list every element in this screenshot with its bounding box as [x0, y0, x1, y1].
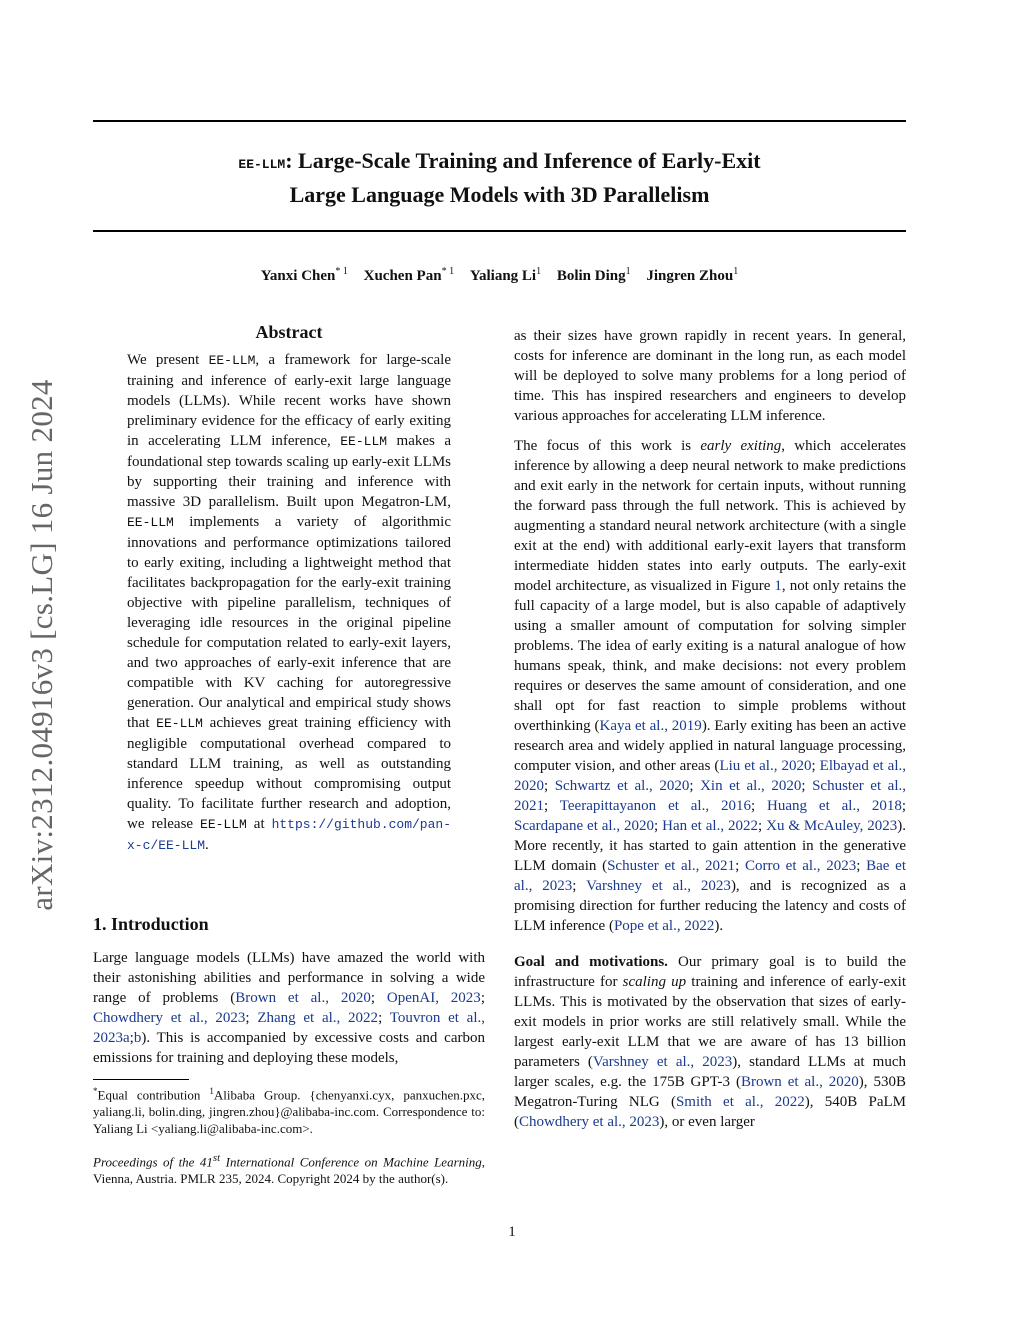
arxiv-stamp: arXiv:2312.04916v3 [cs.LG] 16 Jun 2024	[24, 379, 59, 911]
citation[interactable]: Brown et al., 2020	[740, 1074, 859, 1090]
author: Xuchen Pan$^{* 1}$	[363, 266, 455, 284]
author: Jingren Zhou$^1$	[646, 266, 739, 284]
citation[interactable]: Corro et al., 2023	[744, 858, 857, 874]
citation[interactable]: Teerapittayanon et al., 2016	[559, 798, 751, 814]
citation[interactable]: Schuster et al., 2021	[607, 858, 736, 874]
proceedings-note: Proceedings of the 41st International Conference on Machine Learning, Vienna, Austria. PMLR 235, 2024. Copyright 2024 by the author(s).	[93, 1152, 485, 1187]
citation[interactable]: Pope et al., 2022	[613, 918, 715, 934]
citation[interactable]: Scardapane et al., 2020	[514, 818, 655, 834]
citation[interactable]: Liu et al., 2020	[719, 758, 812, 774]
citation[interactable]: OpenAI, 2023	[386, 990, 481, 1006]
citation[interactable]: Brown et al., 2020	[235, 990, 371, 1006]
abstract-body: We present EE-LLM, a framework for large-scale training and inference of early-exit large language models (LLMs). While recent works have shown preliminary evidence for the efficacy of early exiting in accelerating LLM inference, EE-LLM makes a foundational step towards scaling up early-exit LLMs by supporting their training and inference with massive 3D parallelism. Built upon Megatron-LM, EE-LLM implements a variety of algorithmic innovations and performance optimizations tailored to early exiting, including a lightweight method that facilitates backpropagation for the early-exit training objective with pipeline parallelism, techniques of leveraging idle resources in the original pipeline schedule for computation related to early-exit layers, and two approaches of early-exit inference that are compatible with KV caching for autoregressive generation. Our analytical and empirical study shows that EE-LLM achieves great training efficiency with negligible computational overhead compared to standard LLM training, as well as outstanding inference speedup without compromising output quality. To facilitate further research and adoption, we release EE-LLM at https://github.com/pan-x-c/EE-LLM.	[127, 352, 452, 853]
citation[interactable]: Varshney et al., 2023	[586, 878, 731, 894]
paragraph-heading: Goal and motivations.	[514, 954, 668, 970]
author: Yanxi Chen$^{* 1}$	[260, 266, 348, 284]
citation[interactable]: Zhang et al., 2022	[257, 1010, 379, 1026]
citation[interactable]: Varshney et al., 2023	[592, 1054, 733, 1070]
section-heading-introduction: 1. Introduction	[93, 914, 209, 934]
footnote: *Equal contribution $^1$Alibaba Group. {chenyanxi.cyx, panxuchen.pxc, yaliang.li, bolin.ding, jingren.zhou}@alibaba-inc.com. Correspondence to: Yaliang Li <yaliang.li@alibaba-inc.com>.	[93, 1086, 485, 1137]
citation[interactable]: Chowdhery et al., 2023	[519, 1114, 660, 1130]
paper-title: EE-LLM: Large-Scale Training and Inference of Early-Exit Large Language Models with 3D Parallelism	[238, 148, 761, 207]
repo-link[interactable]: https://github.com/pan-x-c/EE-LLM	[127, 817, 452, 853]
right-column	[514, 326, 906, 1142]
author-list	[93, 266, 906, 285]
citation[interactable]: Bae et al., 2023	[514, 858, 907, 894]
citation[interactable]: Kaya et al., 2019	[599, 718, 702, 734]
citation[interactable]: Smith et al., 2022	[675, 1094, 805, 1110]
citation[interactable]: Elbayad et al., 2020	[514, 758, 907, 794]
citation[interactable]: Huang et al., 2018	[767, 798, 902, 814]
citation[interactable]: Han et al., 2022	[662, 818, 759, 834]
page-number: 1	[508, 1224, 516, 1240]
citation[interactable]: b	[133, 1030, 142, 1046]
citation[interactable]: Schwartz et al., 2020	[554, 778, 690, 794]
citation[interactable]: Xin et al., 2020	[700, 778, 802, 794]
citation[interactable]: Touvron et al., 2023a	[93, 1010, 485, 1046]
title-top-rule	[93, 120, 906, 122]
title-bottom-rule	[93, 230, 906, 232]
abstract-heading: Abstract	[255, 322, 323, 342]
intro-paragraph: Large language models (LLMs) have amazed the world with their astonishing abilities and performance in solving a wide range of problems (Brown et al., 2020; OpenAI, 2023; Chowdhery et al., 2023; Zhang et al., 2022; Touvron et al., 2023a;b). This is accompanied by excessive costs and carbon emissions for training and deploying these models,	[93, 950, 485, 1066]
footnote-rule	[93, 1079, 189, 1080]
citation[interactable]: Xu & McAuley, 2023	[766, 818, 898, 834]
paragraph: The focus of this work is early exiting, which accelerates inference by allowing a deep neural network to make predictions and exit early in the network for certain inputs, without running the forward pass through the full network. This is achieved by augmenting a standard neural network architecture (with a single exit at the end) with additional early-exit layers that transform intermediate hidden states into early outputs. The early-exit model architecture, as visualized in Figure 1, not only retains the full capacity of a large model, but is also capable of adaptively using a smaller amount of computation for solving simpler problems. The idea of early exiting is a natural analogue of how humans speak, think, and make decisions: not every problem requires or deserves the same amount of consideration, and one shall opt for fast reaction to simple problems without overthinking (Kaya et al., 2019). Early exiting has been an active research area and widely applied in natural language processing, computer vision, and other areas (Liu et al., 2020; Elbayad et al., 2020; Schwartz et al., 2020; Xin et al., 2020; Schuster et al., 2021; Teerapittayanon et al., 2016; Huang et al., 2018; Scardapane et al., 2020; Han et al., 2022; Xu & McAuley, 2023). More recently, it has started to gain attention in the generative LLM domain (Schuster et al., 2021; Corro et al., 2023; Bae et al., 2023; Varshney et al., 2023), and is recognized as a promising direction for further reducing the latency and costs of LLM inference (Pope et al., 2022).	[514, 438, 907, 934]
citation[interactable]: Chowdhery et al., 2023	[93, 1010, 246, 1026]
paragraph: Goal and motivations. Our primary goal is to build the infrastructure for scaling up training and inference of early-exit LLMs. This is motivated by the observation that sizes of early-exit models in prior works are still relatively small. While the largest early-exit LLM that we are aware of has 13 billion parameters (Varshney et al., 2023), standard LLMs at much larger scales, e.g. the 175B GPT-3 (Brown et al., 2020), 530B Megatron-Turing NLG (Smith et al., 2022), 540B PaLM (Chowdhery et al., 2023), or even larger	[514, 954, 907, 1130]
figure-link[interactable]: 1	[774, 578, 782, 594]
author: Yaliang Li$^1$	[469, 266, 542, 284]
paragraph: as their sizes have grown rapidly in recent years. In general, costs for inference are dominant in the long run, as each model will be deployed to solve many problems for a long period of time. This has inspired researchers and engineers to develop various approaches for accelerating LLM inference.	[514, 328, 906, 424]
citation[interactable]: Schuster et al., 2021	[514, 778, 907, 814]
abstract	[127, 322, 451, 856]
author: Bolin Ding$^1$	[556, 266, 631, 284]
